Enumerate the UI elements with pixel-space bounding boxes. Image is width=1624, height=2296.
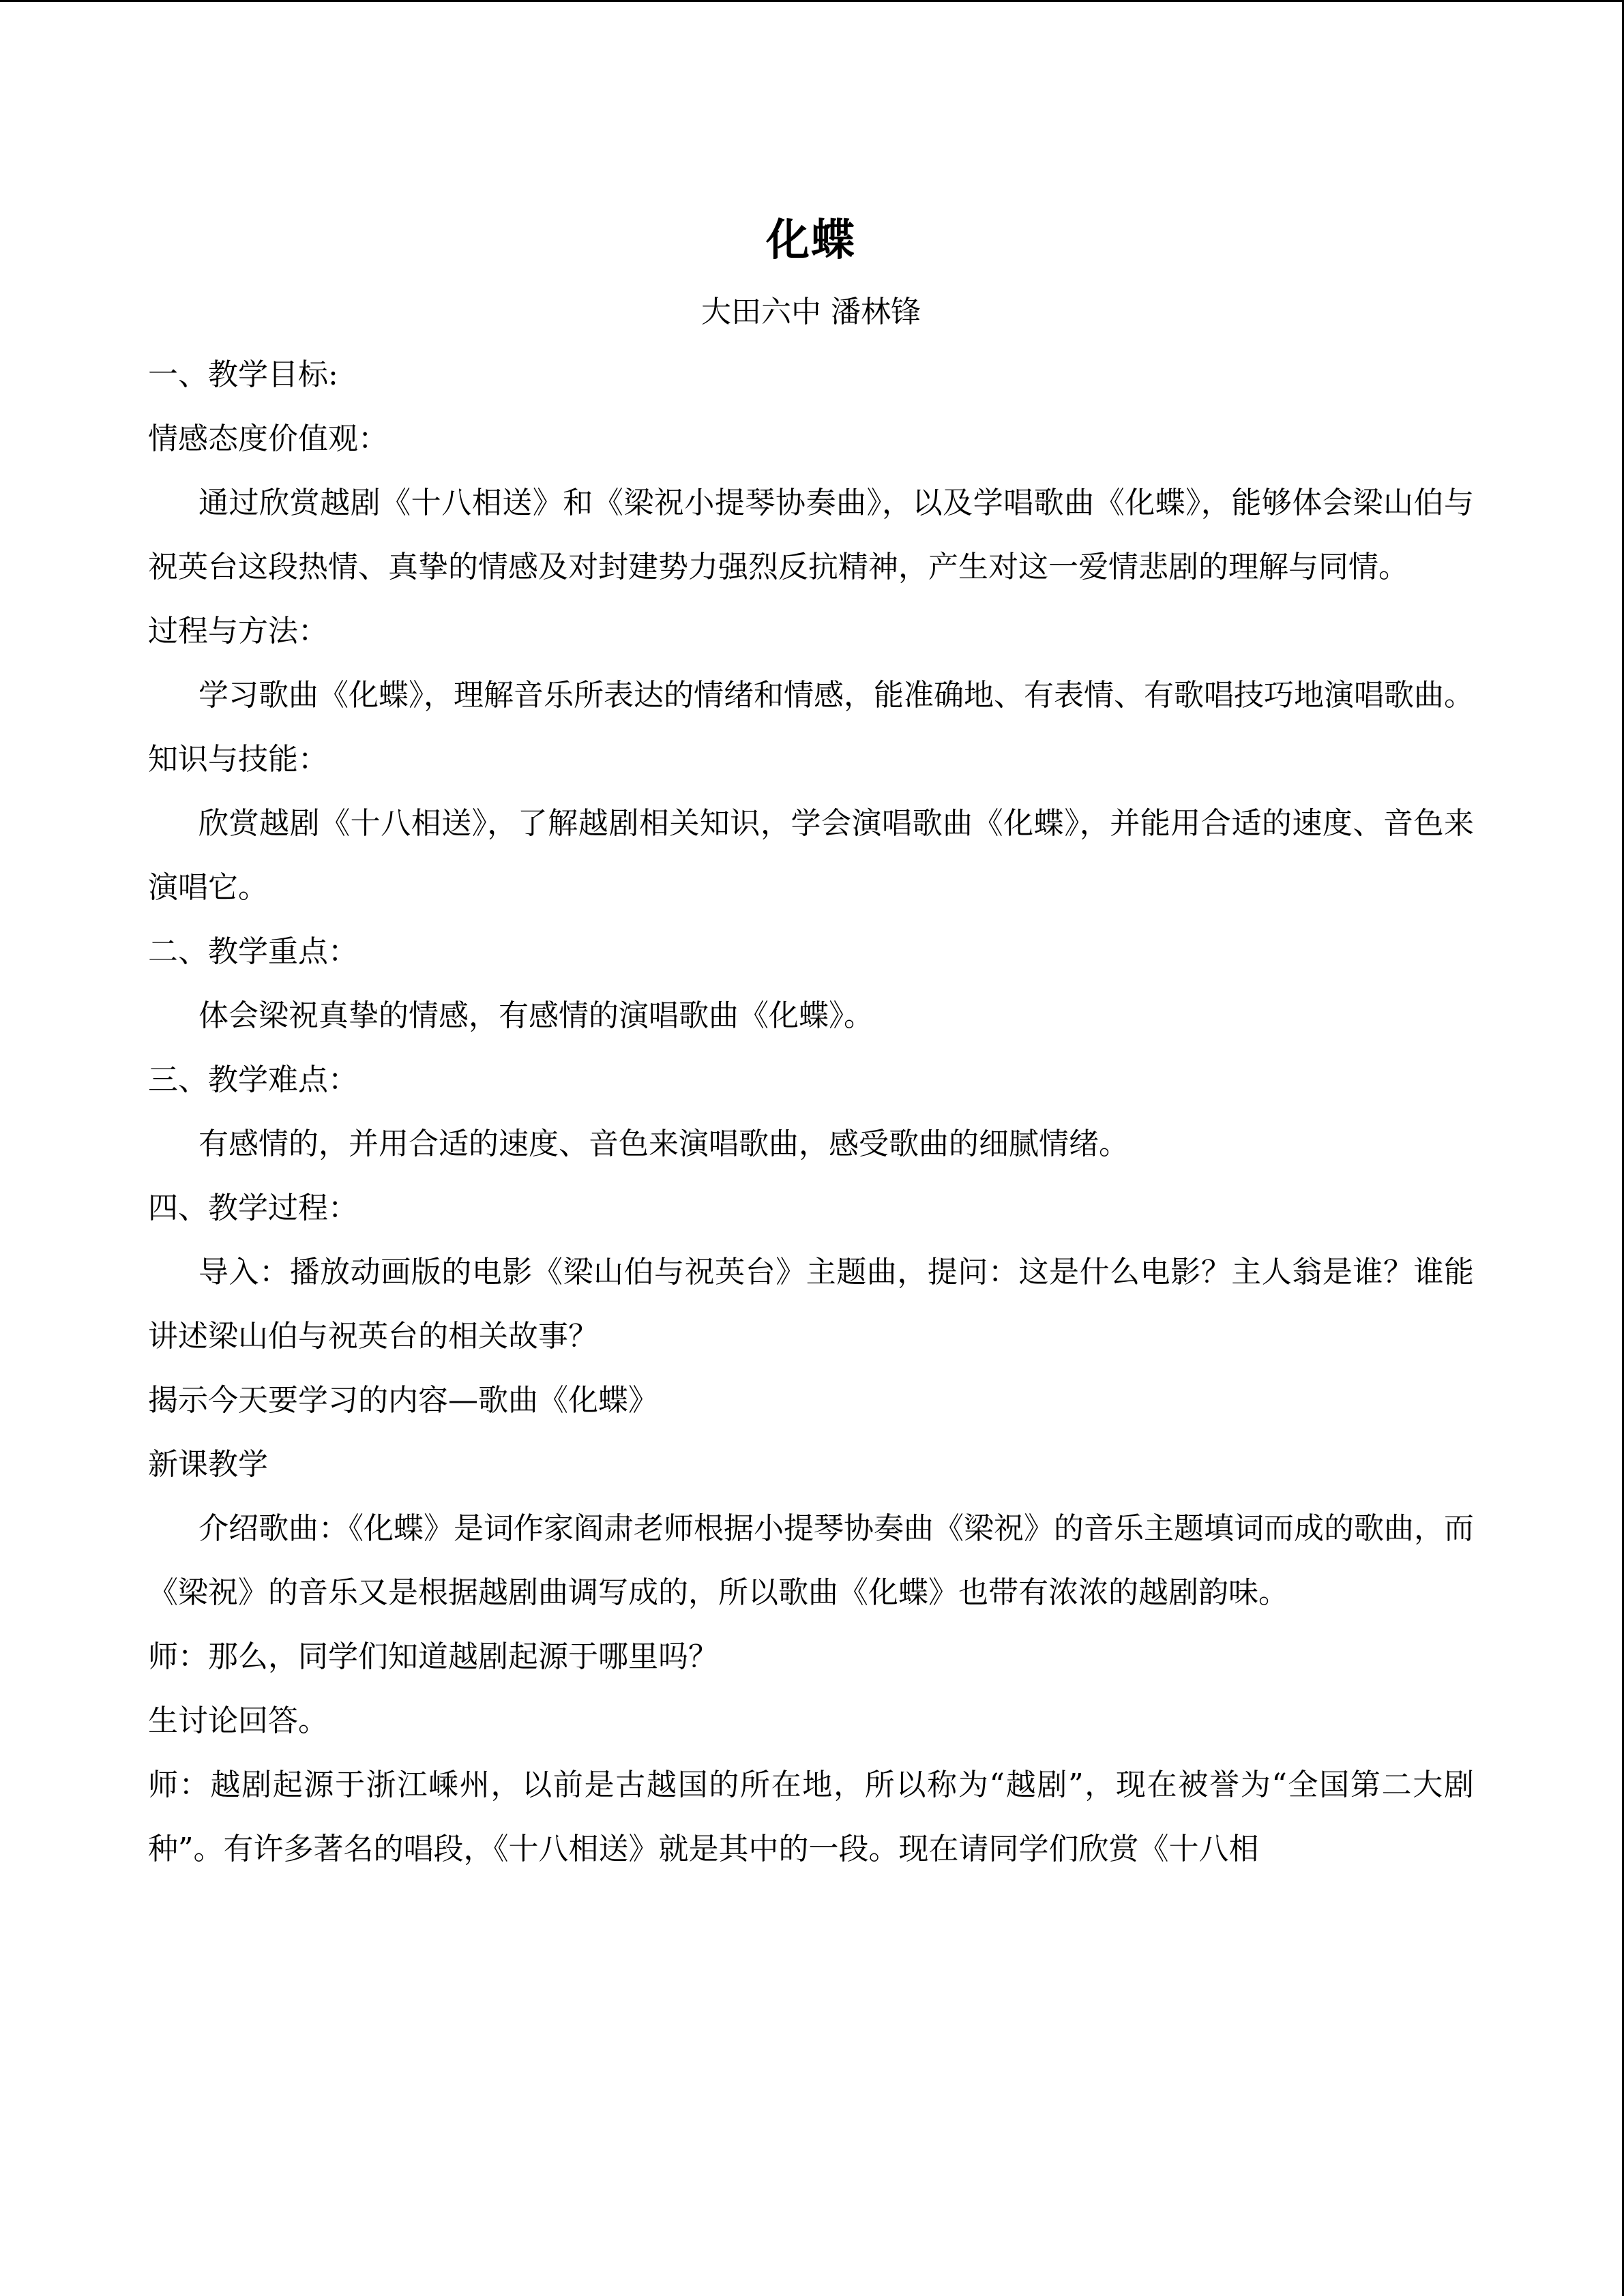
section-heading: 揭示今天要学习的内容—歌曲《化蝶》 <box>148 1383 658 1418</box>
body-paragraph: 导入：播放动画版的电影《梁山伯与祝英台》主题曲，提问：这是什么电影？主人翁是谁？谁能讲述梁山伯与祝英台的相关故事？ <box>148 1255 1474 1354</box>
section-heading: 二、教学重点： <box>148 934 358 969</box>
body-paragraph: 介绍歌曲：《化蝶》是词作家阎肃老师根据小提琴协奏曲《梁祝》的音乐主题填词而成的歌曲，而《梁祝》的音乐又是根据越剧曲调写成的，所以歌曲《化蝶》也带有浓浓的越剧韵味。 <box>148 1511 1474 1610</box>
section-heading: 新课教学 <box>148 1447 268 1482</box>
document-author: 大田六中 潘林锋 <box>701 295 921 329</box>
section-heading: 师：那么，同学们知道越剧起源于哪里吗？ <box>148 1639 718 1674</box>
section-heading: 四、教学过程： <box>148 1191 358 1225</box>
document-title: 化蝶 <box>766 215 856 266</box>
section-heading: 情感态度价值观： <box>148 421 388 456</box>
section-heading: 知识与技能： <box>148 742 328 777</box>
body-paragraph: 有感情的，并用合适的速度、音色来演唱歌曲，感受歌曲的细腻情绪。 <box>198 1127 1129 1161</box>
section-heading: 生讨论回答。 <box>148 1703 328 1738</box>
section-heading: 过程与方法： <box>148 614 328 648</box>
document-body <box>148 200 1474 1881</box>
section-heading: 三、教学难点： <box>148 1062 358 1097</box>
body-paragraph: 师：越剧起源于浙江嵊州，以前是古越国的所在地，所以称为“越剧”，现在被誉为“全国第二大剧种”。有许多著名的唱段，《十八相送》就是其中的一段。现在请同学们欣赏《十八相 <box>148 1768 1474 1866</box>
section-heading: 一、教学目标: <box>148 357 338 392</box>
document-blocks <box>148 343 1474 1881</box>
body-paragraph: 体会梁祝真挚的情感，有感情的演唱歌曲《化蝶》。 <box>198 998 874 1033</box>
body-paragraph: 欣赏越剧《十八相送》，了解越剧相关知识，学会演唱歌曲《化蝶》，并能用合适的速度、音色来演唱它。 <box>148 806 1474 905</box>
body-paragraph: 通过欣赏越剧《十八相送》和《梁祝小提琴协奏曲》，以及学唱歌曲《化蝶》，能够体会梁山伯与祝英台这段热情、真挚的情感及对封建势力强烈反抗精神，产生对这一爱情悲剧的理解与同情。 <box>148 486 1474 584</box>
body-paragraph: 学习歌曲《化蝶》，理解音乐所表达的情绪和情感，能准确地、有表情、有歌唱技巧地演唱歌曲。 <box>198 678 1474 713</box>
